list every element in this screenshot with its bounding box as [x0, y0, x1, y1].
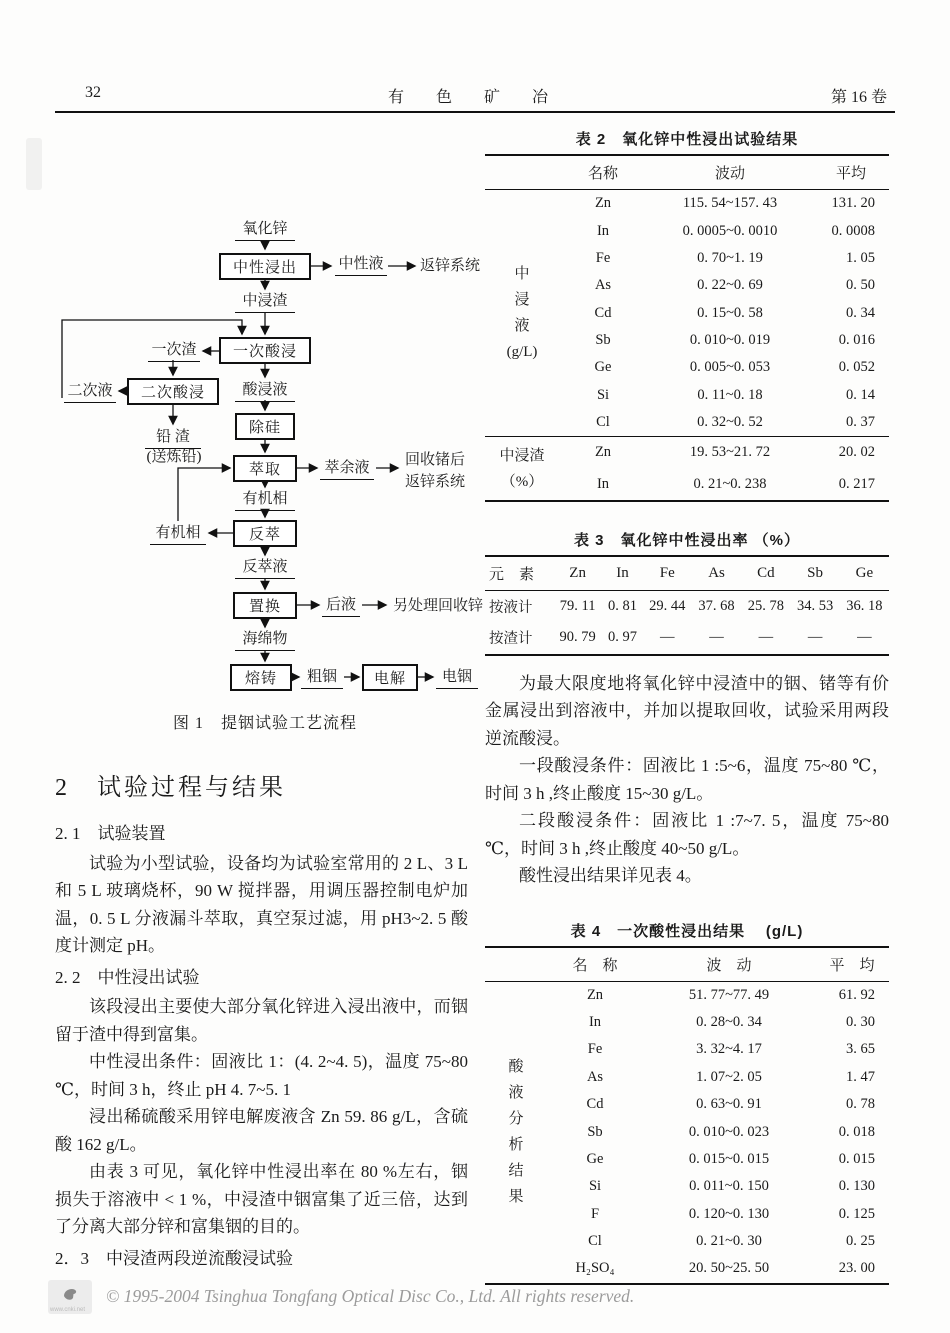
- node-acid-liquor: 酸浸液: [235, 381, 295, 402]
- table3: [485, 555, 889, 656]
- section-2-2-heading: 2. 2 中性浸出试验: [55, 967, 200, 987]
- table3-col: Sb: [790, 556, 839, 591]
- acid-leach-paragraph-3: 二段酸浸条件：固液比 1 :7~7. 5，温度 75~80 ℃，时间 3 h ,终止酸度 40~50 g/L。: [485, 811, 889, 858]
- table4-title-text: 表 4 一次酸性浸出结果: [570, 922, 746, 940]
- table4-header-row: [485, 947, 889, 982]
- right-column: [485, 128, 889, 1285]
- node-organic-return: 有机相: [150, 524, 206, 545]
- node-first-residue: 一次渣: [148, 341, 200, 362]
- table3-col: Ge: [840, 556, 889, 591]
- table-row: Sb 0. 010~0. 019 0. 016: [595, 332, 875, 349]
- table2-title: 表 2 氧化锌中性浸出试验结果: [575, 131, 799, 148]
- table2-group-header: [485, 155, 559, 190]
- node-lead-residue-note: (送炼铅): [146, 449, 202, 465]
- copyright-line: © 1995-2004 Tsinghua Tongfang Optical Disc Co., Ltd. All rights reserved.: [106, 1286, 635, 1306]
- header-rule: [55, 111, 895, 113]
- section-2-heading: 2 试验过程与结果: [55, 775, 286, 801]
- section-2-2-paragraph-4: 由表 3 可见，氧化锌中性浸出率在 80 %左右，铟损失于溶液中 < 1 %，中浸渣中铟富集了近三倍，达到了分离大部分锌和富集铟的目的。: [55, 1162, 468, 1236]
- group1-unit: (g/L): [506, 344, 538, 361]
- group-char: 果: [508, 1189, 524, 1206]
- table2-col-range: 波动: [647, 155, 813, 190]
- section-2-2-paragraph-2: 中性浸出条件：固液比 1：(4. 2~4. 5)，温度 75~80 ℃，时间 3 h，终止 pH 4. 7~5. 1: [55, 1052, 468, 1099]
- node-second-liquor: 二次液: [64, 382, 116, 403]
- table3-col: As: [692, 556, 741, 591]
- table-row: In 0. 0005~0. 0010 0. 0008: [596, 222, 875, 239]
- page-number: 32: [85, 84, 101, 101]
- table4-group-label: [485, 981, 547, 1284]
- section-2-1-paragraph: 试验为小型试验，设备均为试验室常用的 2 L、3 L 和 5 L 玻璃烧杯，90 W 搅拌器，用调压器控制电炉加温，0. 5 L 分液漏斗萃取，真空泵过滤，用 pH3~2. 5 酸度计测定 pH。: [55, 853, 468, 955]
- table-row: F 0. 120~0. 130 0. 125: [590, 1205, 875, 1222]
- table-row: Sb 0. 010~0. 023 0. 018: [587, 1123, 875, 1140]
- group1-char: 浸: [514, 292, 530, 309]
- table2-group1-label: [485, 190, 559, 437]
- table-row: Fe 0. 70~1. 19 1. 05: [595, 249, 875, 266]
- table-row: In 0. 28~0. 34 0. 30: [588, 1014, 875, 1031]
- table-row: Ge 0. 015~0. 015 0. 015: [586, 1150, 875, 1167]
- table4-col-range: 波 动: [643, 947, 815, 982]
- table-row: 酸 液 分 析 结 果 Zn 51. 77~77. 49 61. 92: [485, 981, 889, 1009]
- page-footer: [48, 1278, 908, 1318]
- left-column-text: [55, 772, 468, 1274]
- right-column-text: [485, 670, 889, 890]
- table4-col-avg: 平 均: [815, 947, 889, 982]
- node-feed: 氧化锌: [235, 220, 295, 241]
- table3-col: 元 素: [485, 556, 553, 591]
- table3-title: 表 3 氧化锌中性浸出率 （%）: [573, 531, 801, 549]
- box-neutral-leach: 中性浸出: [219, 253, 311, 280]
- node-raffinate-dest-2: 返锌系统: [404, 474, 465, 490]
- node-lead-residue: 铅 渣: [145, 428, 201, 449]
- cnki-site-label: www.cnki.net: [50, 1307, 86, 1313]
- table3-col: Fe: [643, 556, 692, 591]
- table-row: Cd 0. 63~0. 91 0. 78: [586, 1096, 875, 1113]
- group-char: 结: [508, 1163, 524, 1180]
- node-after-liquor-dest: 另处理回收锌: [392, 598, 483, 614]
- table2-col-name: 名称: [559, 155, 647, 190]
- node-raffinate: 萃余液: [320, 459, 374, 480]
- table-row: Ge 0. 005~0. 053 0. 052: [594, 359, 875, 376]
- node-sponge: 海绵物: [235, 630, 295, 651]
- table-row: As 1. 07~2. 05 1. 47: [586, 1068, 875, 1085]
- section-2-3-heading: 2．3 中浸渣两段逆流酸浸试验: [55, 1248, 293, 1268]
- node-after-liquor: 后液: [322, 596, 360, 617]
- table-row: 按渣计 90. 79 0. 97 — — — — —: [489, 629, 872, 648]
- node-neutral-residue: 中浸渣: [235, 292, 295, 313]
- table-row: H₂SO₄ 20. 50~25. 50 23. 00: [575, 1260, 875, 1277]
- table-row: Fe 3. 32~4. 17 3. 65: [587, 1041, 875, 1058]
- box-second-acid-leach: 二次酸浸: [127, 378, 219, 405]
- table2-header-row: [485, 155, 889, 190]
- table4-title: [485, 920, 889, 941]
- table-row: Si 0. 11~0. 18 0. 14: [596, 386, 875, 403]
- table-row: 中浸渣 （%） Zn 19. 53~21. 72 20. 02: [485, 437, 889, 469]
- box-first-acid-leach: 一次酸浸: [219, 337, 311, 364]
- box-cementation: 置换: [233, 592, 297, 619]
- table-row: Cl 0. 32~0. 52 0. 37: [596, 414, 875, 431]
- section-2-1-heading: 2. 1 试验装置: [55, 824, 166, 843]
- table-row: 中 浸 液 (g/L) Zn 115. 54~157. 43 131. 20: [485, 190, 889, 218]
- volume-label: 第 16 卷: [830, 89, 887, 106]
- journal-title: 有 色 矿 冶: [387, 89, 562, 106]
- acid-leach-paragraph-2: 一段酸浸条件：固液比 1 :5~6，温度 75~80 ℃，时间 3 h ,终止酸度 15~30 g/L。: [485, 756, 889, 803]
- cnki-swirl-icon: [58, 1282, 82, 1306]
- table-row: Si 0. 011~0. 150 0. 130: [588, 1178, 875, 1195]
- table3-col: Cd: [741, 556, 790, 591]
- cnki-logo: [48, 1280, 92, 1314]
- table2-group2-label: [485, 437, 559, 501]
- group1-char: 中: [514, 266, 530, 283]
- table-row: Cd 0. 15~0. 58 0. 34: [594, 304, 875, 321]
- node-strip-liquor: 反萃液: [235, 558, 295, 579]
- group-char: 液: [508, 1085, 524, 1102]
- acid-leach-paragraph-1: 为最大限度地将氧化锌中浸渣中的铟、锗等有价金属浸出到溶液中，并加以提取回收，试验采用两段逆流酸浸。: [485, 673, 889, 748]
- box-melting: 熔铸: [230, 664, 292, 691]
- node-organic-phase: 有机相: [235, 490, 295, 511]
- box-electrolysis: 电解: [362, 664, 418, 691]
- table-row: 按液计 79. 11 0. 81 29. 44 37. 68 25. 78 34. 53 36. 18: [489, 597, 883, 616]
- page-header: [55, 84, 895, 108]
- scan-watermark: [26, 138, 42, 190]
- table-row: As 0. 22~0. 69 0. 50: [594, 277, 875, 294]
- group2-unit: （%）: [500, 473, 544, 490]
- table-row: Cl 0. 21~0. 30 0. 25: [588, 1233, 875, 1250]
- table3-col: Zn: [553, 556, 602, 591]
- group2-line: 中浸渣: [499, 447, 545, 464]
- acid-leach-paragraph-4: 酸性浸出结果详见表 4。: [519, 866, 702, 885]
- node-raffinate-dest-1: 回收锗后: [404, 452, 465, 468]
- group1-char: 液: [514, 318, 530, 335]
- node-electro-indium: 电铟: [436, 668, 478, 689]
- table4-col-name: 名 称: [547, 947, 643, 982]
- section-2-2-paragraph-1: 该段浸出主要使大部分氧化锌进入浸出液中，而铟留于渣中得到富集。: [55, 997, 468, 1044]
- box-remove-silicon: 除硅: [235, 413, 295, 440]
- group-char: 酸: [508, 1059, 524, 1076]
- table4: [485, 946, 889, 1285]
- node-neutral-liquor: 中性液: [335, 255, 387, 276]
- figure1-flowchart: [50, 220, 483, 700]
- table4-unit: (g/L): [765, 922, 804, 940]
- table4-group-header: [485, 947, 547, 982]
- group-char: 分: [508, 1111, 524, 1128]
- box-extraction: 萃取: [233, 455, 297, 482]
- table-row: In 0. 21~0. 238 0. 217: [596, 475, 875, 492]
- table3-header-row: [485, 556, 889, 591]
- node-zinc-system: 返锌系统: [419, 258, 480, 274]
- figure1-caption: 图 1 提铟试验工艺流程: [172, 715, 357, 732]
- group-char: 析: [508, 1137, 524, 1154]
- table2: [485, 154, 889, 502]
- table2-col-avg: 平均: [813, 155, 889, 190]
- box-stripping: 反萃: [233, 520, 297, 547]
- section-2-2-paragraph-3: 浸出稀硫酸采用锌电解废液含 Zn 59. 86 g/L，含硫酸 162 g/L。: [55, 1107, 468, 1154]
- table3-col: In: [602, 556, 642, 591]
- node-crude-indium: 粗铟: [301, 668, 343, 689]
